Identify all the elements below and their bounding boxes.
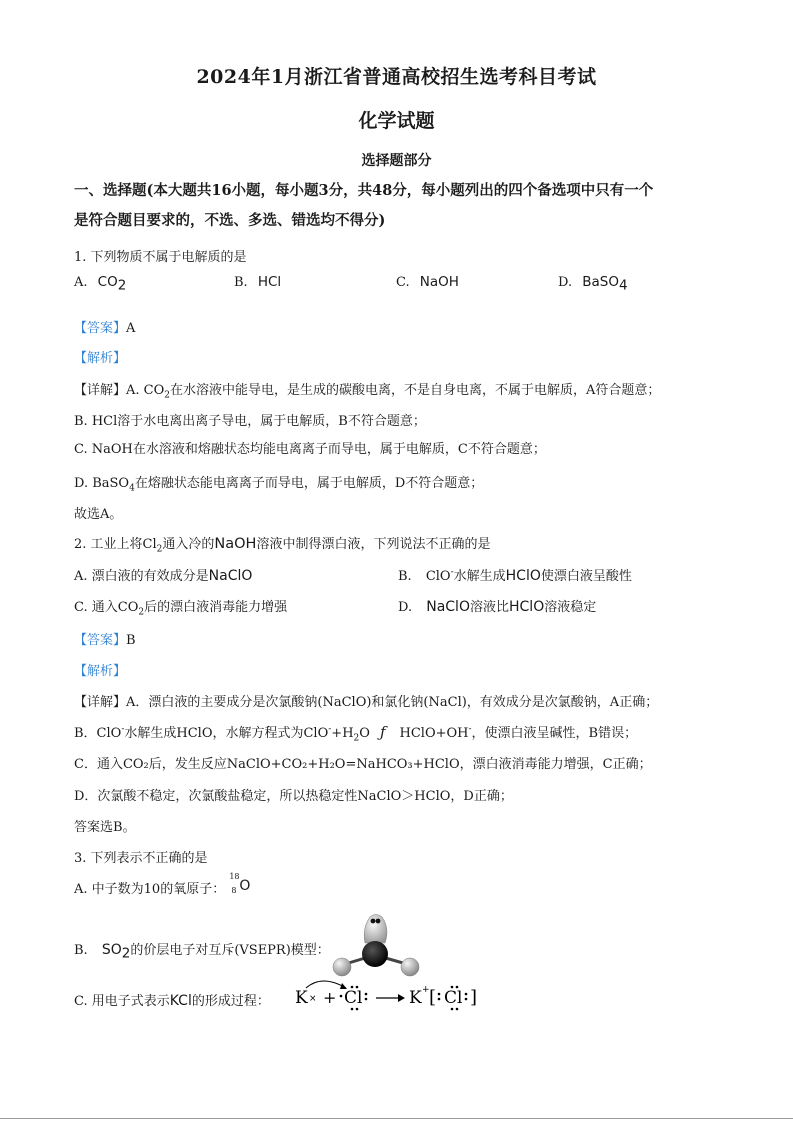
exam-subject: 化学试题 [358, 110, 435, 132]
option-text: 水解生成 [453, 569, 506, 584]
section-line-2: 是符合题目要求的，不选、多选、错选均不得分) [74, 212, 386, 229]
formula-superscript: - [121, 724, 125, 735]
element-symbol: O [239, 878, 251, 894]
q3-option-b [74, 939, 330, 962]
bracket-right: ] [470, 987, 478, 1008]
formula-subscript: 2 [138, 607, 145, 618]
stem-text: 通入冷的 [162, 537, 215, 552]
q3-option-a [74, 872, 253, 897]
stem-text: 2. 工业上将Cl [74, 537, 157, 552]
option-formula: NaOH [419, 274, 459, 290]
electron-dot [465, 998, 468, 1001]
detail-text: 在水溶液中能导电，是生成的碳酸电离，不是自身电离，不属于电解质，A符合题意； [170, 383, 661, 398]
formula-superscript: - [468, 724, 472, 735]
option-text: 溶液稳定 [544, 600, 597, 615]
sulfur-atom [362, 941, 388, 967]
electron-dot [456, 1008, 459, 1011]
q2-option-d [398, 596, 596, 615]
q1-stem: 1. 下列物质不属于电解质的是 [74, 250, 247, 265]
option-ion: ClO [425, 569, 451, 584]
electron-dot [365, 993, 368, 996]
option-formula: CO [97, 274, 118, 290]
exam-title: 2024年1月浙江省普通高校招生选考科目考试 [196, 66, 597, 88]
electron-dot [356, 1008, 359, 1011]
q1-option-b [234, 274, 281, 290]
lone-pair-electron [376, 919, 381, 924]
q1-detail-3: C. NaOH在水溶液和熔融状态均能电离离子而导电，属于电解质，C不符合题意； [74, 442, 546, 457]
formula-subscript: 2 [121, 945, 131, 962]
kcl-electron-formation [292, 970, 482, 1020]
detail-text: B．ClO [74, 726, 122, 741]
option-label: D. [558, 275, 573, 290]
bracket-left: [ [429, 987, 437, 1008]
q2-stem [74, 533, 490, 555]
plus-sign: + [323, 988, 337, 1007]
electron-dot [340, 995, 343, 998]
arrow-head [398, 994, 405, 1002]
option-text: C. 用电子式表示 [74, 994, 170, 1009]
q2-option-c [74, 596, 287, 618]
q2-conclusion: 答案选B。 [74, 820, 136, 835]
chlorine-symbol: Cl [344, 988, 363, 1008]
option-text: C. 通入CO [74, 600, 139, 615]
q3-option-c [74, 990, 270, 1009]
atomic-number: 8 [231, 886, 237, 895]
electron-dot [451, 986, 454, 989]
q1-detail-4 [74, 472, 483, 494]
option-formula: HCl [257, 274, 282, 290]
option-formula: NaClO [208, 568, 253, 584]
formula-subscript: 2 [156, 544, 163, 555]
chloride-symbol: Cl [444, 988, 463, 1008]
detail-text: A．漂白液的主要成分是次氯酸钠(NaClO)和氯化钠(NaCl)，有效成分是次氯酸钠，A正确； [126, 695, 659, 710]
electron-dot [351, 1008, 354, 1011]
answer-value: A [126, 321, 136, 336]
part-heading: 选择题部分 [361, 153, 432, 169]
q2-detail-2 [74, 722, 637, 744]
mass-number: 18 [229, 872, 240, 881]
q1-conclusion: 故选A。 [74, 507, 123, 522]
detail-text: A. CO [126, 383, 165, 398]
stem-formula: NaOH [214, 536, 257, 552]
answer-tag: 【答案】 [74, 321, 127, 336]
formula-subscript: 2 [117, 277, 127, 294]
section-instructions [74, 176, 734, 236]
q1-option-c [396, 274, 459, 290]
q2-detail-1 [74, 691, 658, 710]
potassium-symbol: K [295, 988, 308, 1008]
lone-pair-electron [371, 919, 376, 924]
electron-dot [456, 986, 459, 989]
detail-text: D. BaSO [74, 476, 130, 491]
detail-text: HClO+OH [399, 726, 469, 741]
q1-detail-2: B. HCl溶于水电离出离子导电，属于电解质，B不符合题意； [74, 414, 426, 429]
option-formula: BaSO [582, 274, 619, 290]
detail-text: 在熔融状态能电离离子而导电，属于电解质，D不符合题意； [134, 476, 484, 491]
q1-option-d [558, 274, 628, 294]
answer-value: B [126, 633, 136, 648]
option-label: D. [398, 600, 413, 615]
detail-text: O [359, 726, 370, 741]
option-text: A. 漂白液的有效成分是 [74, 569, 209, 584]
q2-answer [74, 629, 136, 648]
q3-stem: 3. 下列表示不正确的是 [74, 851, 208, 866]
option-text: A. 中子数为10的氧原子： [74, 882, 226, 897]
detail-text: 水解生成HClO，水解方程式为ClO [124, 726, 329, 741]
option-text: 后的漂白液消毒能力增强 [144, 600, 288, 615]
option-formula: HClO [509, 599, 545, 615]
q2-detail-3: C．通入CO₂后，发生反应NaClO+CO₂+H₂O=NaHCO₃+HClO，漂白液消毒能力增强，C正确； [74, 757, 652, 772]
option-label: C. [396, 275, 410, 290]
option-text: 使漂白液呈酸性 [540, 569, 632, 584]
q2-option-a [74, 565, 252, 584]
electron-dot [365, 998, 368, 1001]
potassium-electron: × [309, 994, 317, 1004]
electron-dot [438, 998, 441, 1001]
q2-option-b [398, 565, 632, 584]
page-bottom-rule [0, 1118, 793, 1119]
formula-superscript: - [328, 724, 332, 735]
lone-pair-lobe [364, 915, 387, 944]
detail-tag: 【详解】 [74, 383, 127, 398]
q2-detail-4: D．次氯酸不稳定，次氯酸盐稳定，所以热稳定性NaClO＞HClO，D正确； [74, 789, 513, 804]
q1-option-a [74, 274, 126, 294]
electron-dot [451, 1008, 454, 1011]
electron-dot [351, 986, 354, 989]
formula-subscript: 2 [353, 733, 360, 744]
electron-dot [465, 993, 468, 996]
q2-analysis-tag: 【解析】 [74, 664, 127, 679]
option-formula: KCl [169, 993, 192, 1009]
stem-text: 溶液中制得漂白液，下列说法不正确的是 [256, 537, 491, 552]
detail-text: ，使漂白液呈碱性，B错误； [471, 726, 638, 741]
electron-dot [438, 993, 441, 996]
option-text: 的价层电子对互斥(VSEPR)模型： [130, 943, 330, 958]
answer-tag: 【答案】 [74, 633, 127, 648]
isotope-notation [229, 872, 253, 896]
formula-superscript: - [450, 567, 454, 578]
detail-text: +H [331, 726, 354, 741]
q1-detail-1 [74, 379, 660, 401]
formula-subscript: 4 [618, 277, 628, 294]
q1-answer [74, 317, 135, 336]
option-text: 的形成过程： [191, 994, 270, 1009]
detail-tag: 【详解】 [74, 695, 127, 710]
equilibrium-symbol: ƒ [379, 723, 386, 741]
formula-subscript: 2 [164, 390, 171, 401]
potassium-ion-symbol: K [409, 988, 422, 1008]
section-line-1: 一、选择题(本大题共16小题，每小题3分，共48分，每小题列出的四个备选项中只有一个 [74, 182, 654, 199]
option-formula: NaClO [426, 599, 470, 615]
option-formula: HClO [505, 568, 541, 584]
ion-charge: + [422, 985, 430, 995]
option-text: 溶液比 [469, 600, 509, 615]
option-label: B. [234, 275, 248, 290]
option-label: B. [74, 943, 88, 958]
electron-transfer-arrow [306, 981, 346, 988]
formula-subscript: 4 [129, 483, 135, 494]
electron-dot [356, 986, 359, 989]
q1-analysis-tag: 【解析】 [74, 351, 127, 366]
option-label: A. [74, 275, 88, 290]
option-formula: SO [101, 942, 122, 958]
option-label: B. [398, 569, 412, 584]
